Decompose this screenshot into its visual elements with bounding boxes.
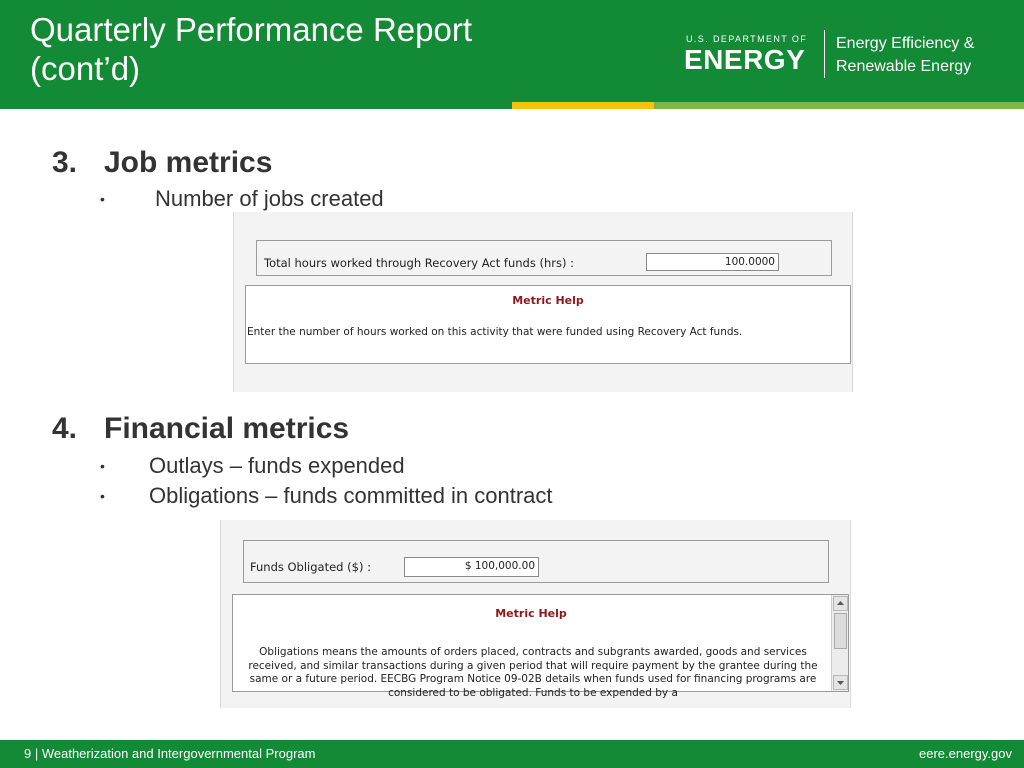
section-3-bullet-text: Number of jobs created	[155, 186, 384, 211]
footer-program: 9 | Weatherization and Intergovernmental Program	[24, 746, 316, 761]
funds-field-label: Funds Obligated ($) :	[250, 560, 371, 574]
caret-up-icon	[834, 597, 847, 610]
section-3-heading	[52, 146, 272, 180]
funds-obligated-input[interactable]: $ 100,000.00	[404, 557, 539, 577]
header-stripe-lime	[654, 102, 1024, 109]
scroll-down-button[interactable]	[833, 675, 848, 690]
hours-metric-help	[245, 285, 851, 364]
slide-title: Quarterly Performance Report (cont’d)	[30, 11, 473, 87]
bullet-dot: •	[100, 458, 105, 474]
doe-logo-wordmark: ENERGY	[684, 44, 806, 75]
eere-office-name	[836, 32, 974, 78]
section-4-title: Financial metrics	[104, 412, 350, 445]
section-3-title: Job metrics	[104, 146, 273, 179]
metric-help-title: Metric Help	[512, 294, 584, 307]
header-stripe-green	[0, 102, 512, 109]
metric-help-title: Metric Help	[495, 607, 567, 620]
section-4-bullet-1-text: Outlays – funds expended	[149, 453, 405, 478]
section-4-number: 4.	[52, 412, 78, 445]
section-4-heading	[52, 412, 349, 446]
footer-website-link[interactable]: eere.energy.gov	[919, 746, 1012, 761]
section-4-bullet-2-text: Obligations – funds committed in contract	[149, 483, 553, 508]
financial-metrics-screenshot	[220, 520, 851, 708]
job-metrics-screenshot	[233, 212, 853, 392]
scroll-thumb[interactable]	[834, 613, 847, 649]
section-3-bullet	[100, 186, 384, 212]
bullet-dot: •	[100, 488, 105, 504]
hours-field-label: Total hours worked through Recovery Act funds (hrs) :	[264, 256, 575, 270]
metric-help-text: Enter the number of hours worked on this activity that were funded using Recovery Act funds.	[247, 326, 743, 338]
eere-office-line-2: Renewable Energy	[836, 58, 972, 75]
funds-metric-help	[232, 594, 849, 699]
section-4-bullet-1	[100, 453, 405, 479]
section-3-number: 3.	[52, 146, 78, 179]
scroll-up-button[interactable]	[833, 596, 848, 611]
funds-field-group	[243, 540, 829, 583]
help-scrollbar[interactable]	[831, 595, 848, 691]
section-4-bullet-2	[100, 483, 553, 509]
bullet-dot: •	[100, 191, 105, 207]
caret-down-icon	[834, 676, 847, 689]
slide-footer	[0, 740, 1024, 768]
slide-header	[0, 0, 1024, 102]
hours-input[interactable]: 100.0000	[646, 253, 779, 271]
header-stripe-yellow	[512, 102, 654, 109]
eere-office-line-1: Energy Efficiency &	[836, 35, 975, 52]
logo-divider	[824, 30, 825, 78]
hours-field-group	[256, 240, 832, 276]
metric-help-text: Obligations means the amounts of orders placed, contracts and subgrants awarded, goods and services received, and similar transactions during a given period that will require payment by the grantee during the same or a future period. EECBG Program Notice 09-02B details when funds used for financing programs are considered to be obligated. Funds to be expended by a	[248, 646, 818, 699]
doe-logo-caption: U.S. DEPARTMENT OF	[686, 34, 808, 44]
